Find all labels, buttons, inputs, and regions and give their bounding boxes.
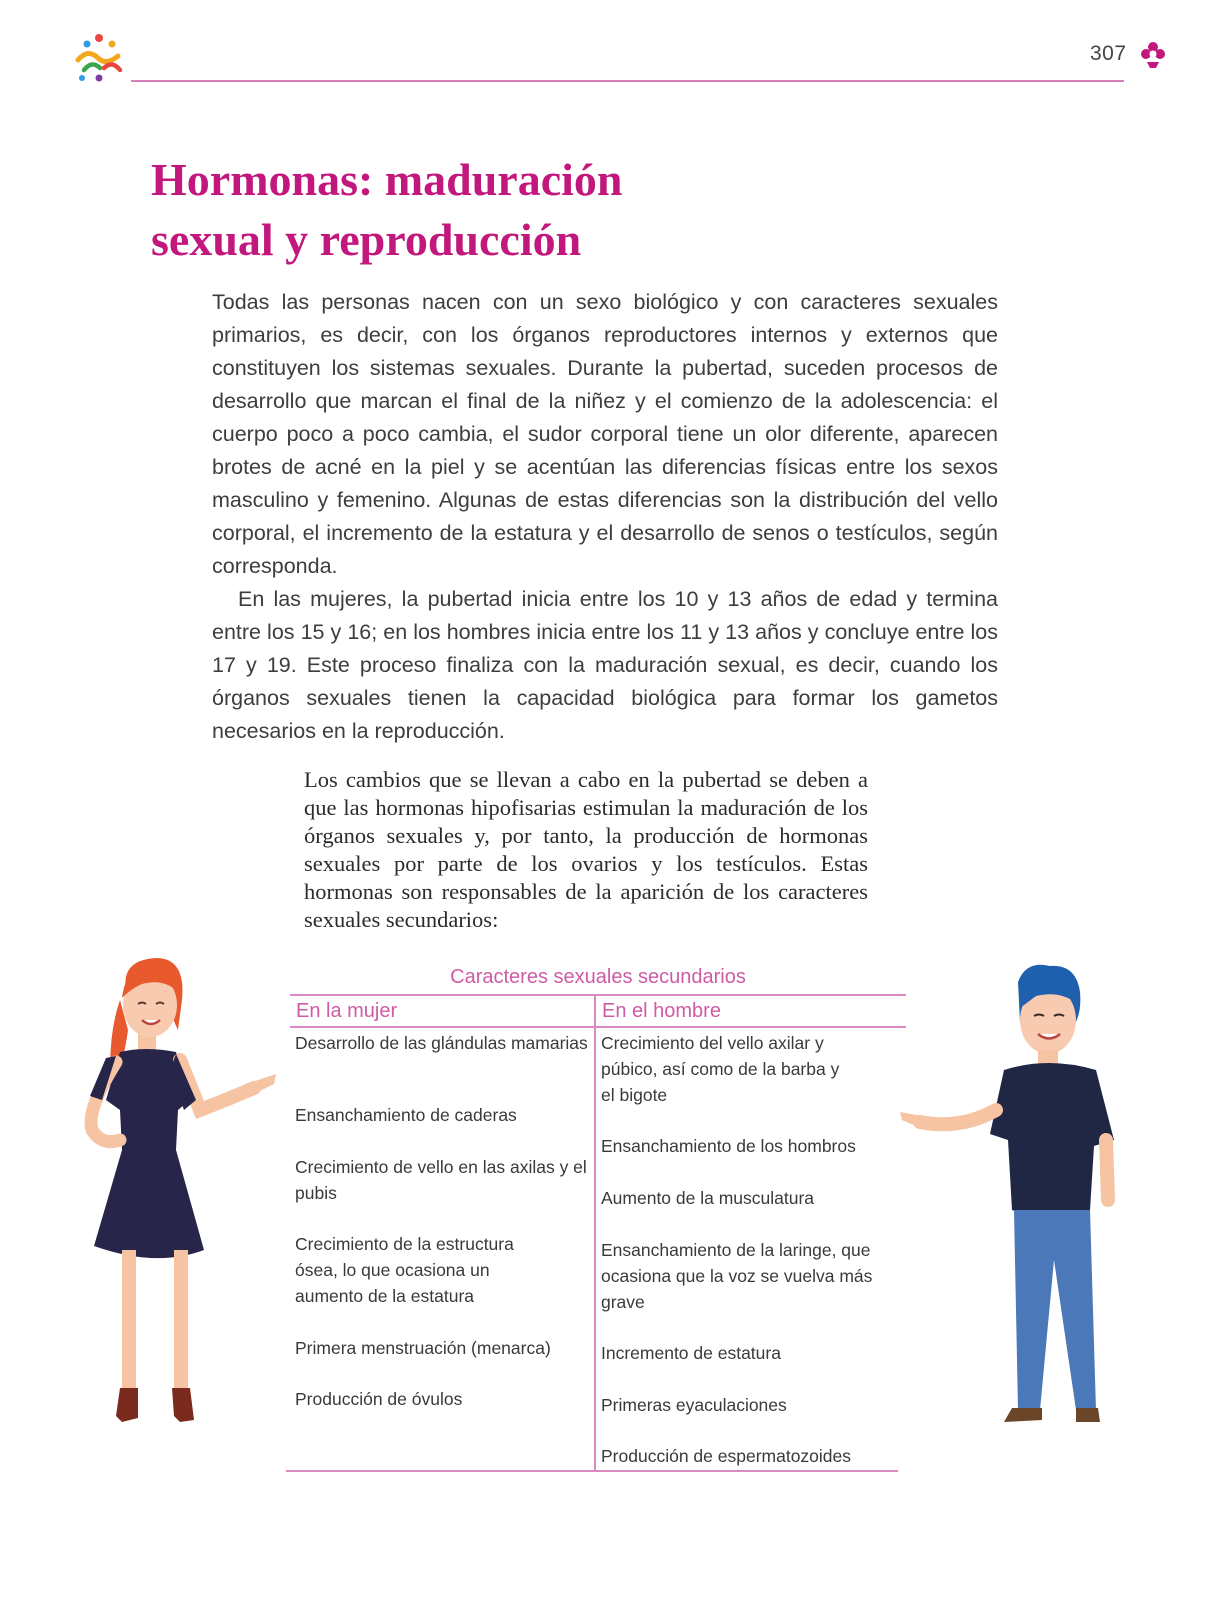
title-line-1: Hormonas: maduración xyxy=(151,154,623,205)
body-text xyxy=(212,286,998,748)
men-item: Aumento de la musculatura xyxy=(601,1188,815,1208)
header-rule xyxy=(131,80,1124,82)
men-item: Crecimiento del vello axilar y púbico, así como de la barba y el bigote xyxy=(601,1033,840,1105)
pink-flower-ornament-icon xyxy=(1138,40,1168,70)
table-column-divider xyxy=(594,994,596,1470)
col-header-women: En la mujer xyxy=(296,1000,398,1022)
women-item: Primera menstruación (menarca) xyxy=(295,1338,551,1358)
page-number: 307 xyxy=(1090,42,1127,65)
body-paragraph-1: Todas las personas nacen con un sexo biológico y con caracteres sexuales primarios, es decir, con los órganos reproductores internos y externos que constituyen los sistemas sexuales. Durante la pubertad, suceden procesos de desarrollo que marcan el final de la niñez y el comienzo de la adolescencia: el cuerpo poco a poco cambia, el sudor corporal tiene un olor diferente, aparecen brotes de acné en la piel y se acentúan las diferencias físicas entre los sexos masculino y femenino. Algunas de estas diferencias son la distribución del vello corporal, el incremento de la estatura y el desarrollo de senos o testículos, según corresponda. xyxy=(212,290,998,578)
secondary-characteristics-table xyxy=(290,1000,906,1484)
women-item: Producción de óvulos xyxy=(295,1389,463,1409)
man-pointing-illustration xyxy=(900,960,1140,1450)
table-header-rule xyxy=(290,1026,906,1028)
title-line-2: sexual y reproducción xyxy=(151,214,582,265)
body-paragraph-2: En las mujeres, la pubertad inicia entre los 10 y 13 años de edad y termina entre los 15 y 16; en los hombres inicia entre los 11 y 13 años y concluye entre los 17 y 19. Este proceso finaliza con la maduración sexual, es decir, cuando los órganos sexuales tienen la capacidad biológica para formar los gametos necesarios en la reproducción. xyxy=(212,587,998,743)
women-item: Desarrollo de las glándulas mamarias xyxy=(295,1033,588,1053)
col-header-men: En el hombre xyxy=(602,1000,721,1022)
men-item: Producción de espermatozoides xyxy=(601,1446,852,1466)
table-top-rule xyxy=(290,994,906,996)
intro-paragraph: Los cambios que se llevan a cabo en la pubertad se deben a que las hormonas hipofisarias estimulan la maduración de los órganos sexuales y, por tanto, la producción de hormonas sexuales por parte de los ovarios y los testículos. Estas hormonas son responsables de la aparición de los caracteres sexuales secundarios: xyxy=(304,767,868,932)
men-item: Incremento de estatura xyxy=(601,1343,781,1363)
woman-pointing-illustration xyxy=(76,950,290,1450)
men-item: Ensanchamiento de la laringe, que ocasiona que la voz se vuelva más grave xyxy=(601,1240,873,1312)
women-item: Crecimiento de vello en las axilas y el pubis xyxy=(295,1157,587,1203)
men-item: Ensanchamiento de los hombros xyxy=(601,1136,856,1156)
women-item: Ensanchamiento de caderas xyxy=(295,1105,517,1125)
table-bottom-rule xyxy=(286,1470,898,1472)
men-item: Primeras eyaculaciones xyxy=(601,1395,787,1415)
page-title xyxy=(151,150,623,270)
table-caption: Caracteres sexuales secundarios xyxy=(450,966,746,988)
festive-figure-logo-icon xyxy=(70,30,128,88)
women-item: Crecimiento de la estructura ósea, lo que ocasiona un aumento de la estatura xyxy=(295,1234,514,1306)
